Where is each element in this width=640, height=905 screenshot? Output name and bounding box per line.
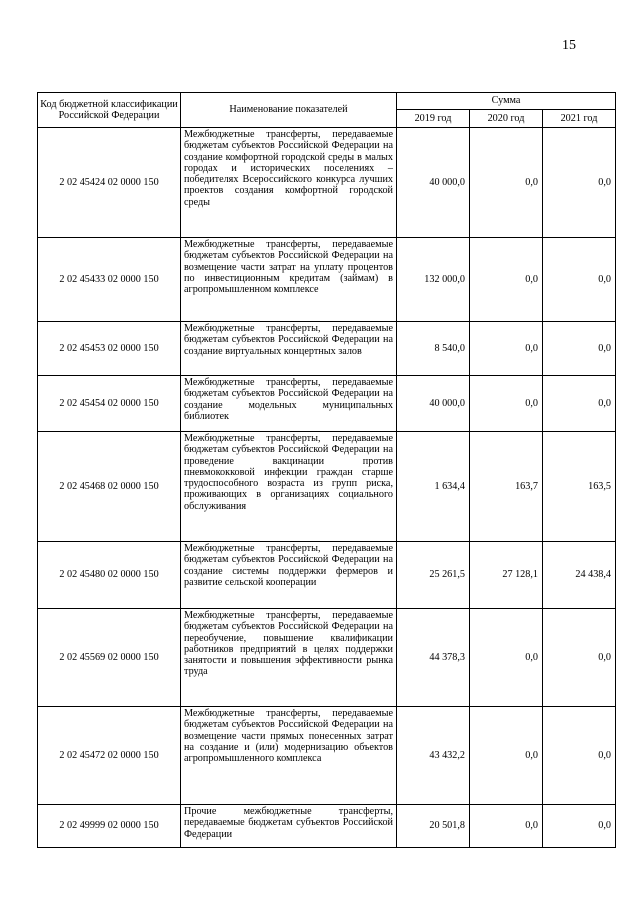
code-column-header: Код бюджетной классификации Российской Федерации — [38, 93, 181, 128]
amount-2020: 0,0 — [470, 707, 543, 805]
amount-2021: 24 438,4 — [543, 542, 616, 609]
budget-code: 2 02 45472 02 0000 150 — [38, 707, 181, 805]
indicator-name: Межбюджетные трансферты, передаваемые бюджетам субъектов Российской Федерации на создание комфортной городской среды в малых городах и исторических поселениях – победителях Всероссийского конкурса лучших проектов создания комфортной городской среды — [181, 128, 397, 238]
amount-2020: 163,7 — [470, 432, 543, 542]
amount-2020: 0,0 — [470, 609, 543, 707]
year-header-2019: 2019 год — [397, 110, 470, 128]
indicator-name: Межбюджетные трансферты, передаваемые бюджетам субъектов Российской Федерации на проведение вакцинации против пневмококковой инфекции граждан старше трудоспособного возраста из групп риска, проживающих в организациях социального обслуживания — [181, 432, 397, 542]
table-row — [38, 609, 616, 707]
indicator-name: Прочие межбюджетные трансферты, передаваемые бюджетам субъектов Российской Федерации — [181, 805, 397, 848]
budget-table — [37, 92, 616, 848]
amount-2019: 25 261,5 — [397, 542, 470, 609]
amount-2021: 0,0 — [543, 376, 616, 432]
budget-code: 2 02 45569 02 0000 150 — [38, 609, 181, 707]
table-row — [38, 805, 616, 848]
sum-column-header: Сумма — [397, 93, 616, 110]
budget-code: 2 02 45468 02 0000 150 — [38, 432, 181, 542]
budget-code: 2 02 49999 02 0000 150 — [38, 805, 181, 848]
budget-code: 2 02 45433 02 0000 150 — [38, 238, 181, 322]
amount-2019: 44 378,3 — [397, 609, 470, 707]
year-header-2020: 2020 год — [470, 110, 543, 128]
amount-2019: 132 000,0 — [397, 238, 470, 322]
amount-2019: 1 634,4 — [397, 432, 470, 542]
amount-2021: 0,0 — [543, 238, 616, 322]
budget-code: 2 02 45453 02 0000 150 — [38, 322, 181, 376]
table-row — [38, 322, 616, 376]
indicator-name: Межбюджетные трансферты, передаваемые бюджетам субъектов Российской Федерации на создание виртуальных концертных залов — [181, 322, 397, 376]
indicator-name: Межбюджетные трансферты, передаваемые бюджетам субъектов Российской Федерации на возмещение части затрат на уплату процентов по инвестиционным кредитам (займам) в агропромышленном комплексе — [181, 238, 397, 322]
page-number: 15 — [562, 38, 576, 53]
amount-2019: 20 501,8 — [397, 805, 470, 848]
amount-2021: 0,0 — [543, 707, 616, 805]
amount-2021: 0,0 — [543, 128, 616, 238]
year-header-2021: 2021 год — [543, 110, 616, 128]
table-row — [38, 238, 616, 322]
amount-2020: 0,0 — [470, 322, 543, 376]
amount-2019: 40 000,0 — [397, 376, 470, 432]
amount-2020: 0,0 — [470, 376, 543, 432]
budget-code: 2 02 45424 02 0000 150 — [38, 128, 181, 238]
indicator-name: Межбюджетные трансферты, передаваемые бюджетам субъектов Российской Федерации на возмещение части прямых понесенных затрат на создание и (или) модернизацию объектов агропромышленного комплекса — [181, 707, 397, 805]
amount-2019: 40 000,0 — [397, 128, 470, 238]
table-row — [38, 542, 616, 609]
amount-2019: 43 432,2 — [397, 707, 470, 805]
amount-2019: 8 540,0 — [397, 322, 470, 376]
budget-code: 2 02 45480 02 0000 150 — [38, 542, 181, 609]
amount-2021: 0,0 — [543, 609, 616, 707]
amount-2020: 0,0 — [470, 805, 543, 848]
budget-code: 2 02 45454 02 0000 150 — [38, 376, 181, 432]
name-column-header: Наименование показателей — [181, 93, 397, 128]
amount-2020: 0,0 — [470, 238, 543, 322]
indicator-name: Межбюджетные трансферты, передаваемые бюджетам субъектов Российской Федерации на создание модельных муниципальных библиотек — [181, 376, 397, 432]
table-row — [38, 707, 616, 805]
amount-2021: 163,5 — [543, 432, 616, 542]
indicator-name: Межбюджетные трансферты, передаваемые бюджетам субъектов Российской Федерации на создание системы поддержки фермеров и развитие сельской кооперации — [181, 542, 397, 609]
table-body — [38, 128, 616, 848]
indicator-name: Межбюджетные трансферты, передаваемые бюджетам субъектов Российской Федерации на переобучение, повышение квалификации работников предприятий в целях поддержки занятости и повышения эффективности рынка труда — [181, 609, 397, 707]
amount-2021: 0,0 — [543, 805, 616, 848]
amount-2020: 0,0 — [470, 128, 543, 238]
amount-2020: 27 128,1 — [470, 542, 543, 609]
table-row — [38, 376, 616, 432]
table-row — [38, 432, 616, 542]
amount-2021: 0,0 — [543, 322, 616, 376]
table-row — [38, 128, 616, 238]
